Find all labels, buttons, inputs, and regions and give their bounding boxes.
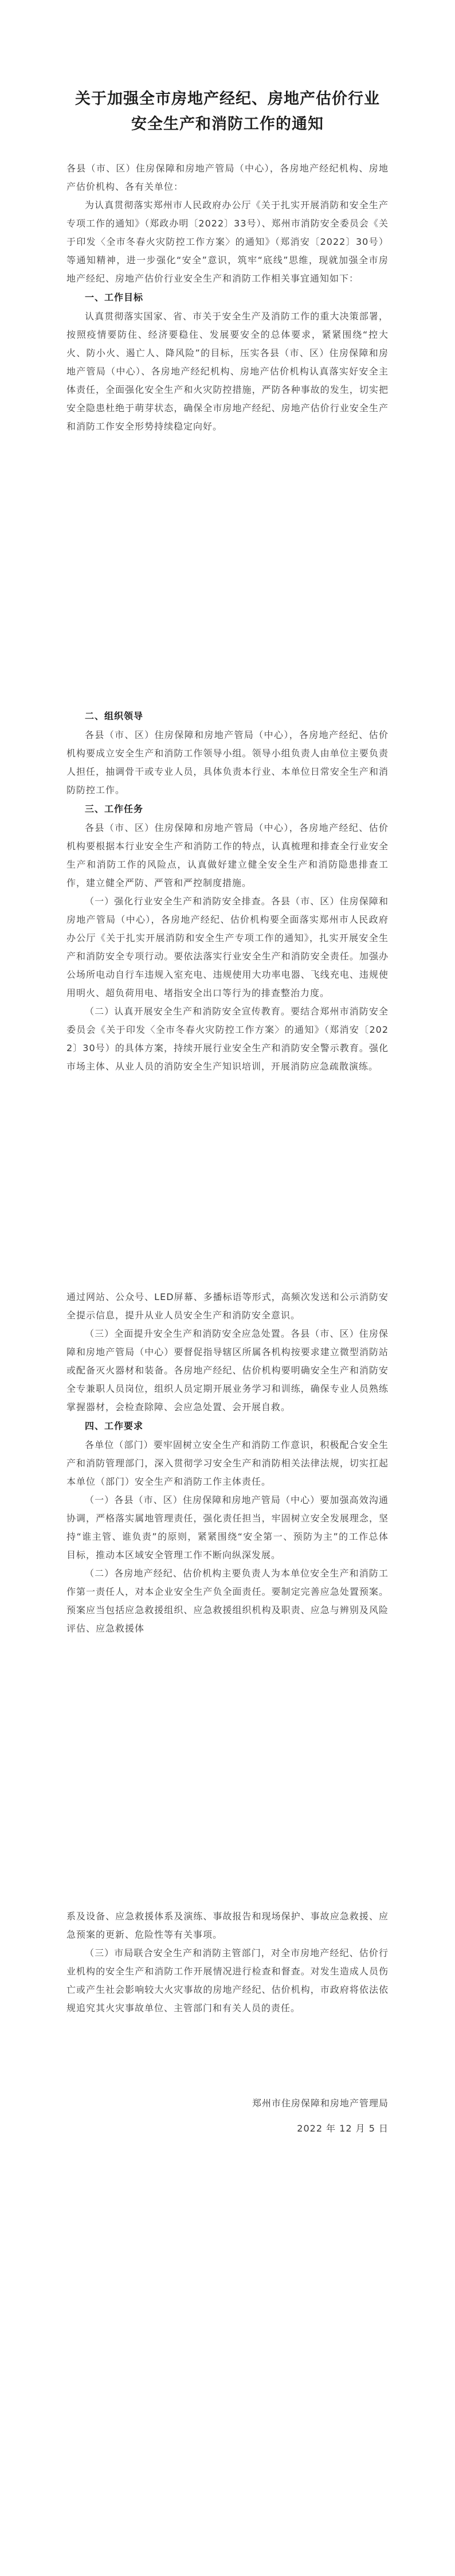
intro-paragraph: 为认真贯彻落实郑州市人民政府办公厅《关于扎实开展消防和安全生产专项工作的通知》（郑政办明〔2022〕33号）、郑州市消防安全委员会《关于印发〈全市冬春火灾防控工作方案〉的通知》（郑消安〔2022〕30号）等通知精神，进一步强化“安全”意识，筑牢“底线”思维，现就加强全市房地产经纪、房地产估价行业安全生产和消防工作相关事宜通知如下：	[66, 200, 389, 284]
salutation: 各县（市、区）住房保障和房地产管局（中心），各房地产经纪机构、房地产估价机构、各有关单位：	[66, 163, 389, 192]
section-heading-tasks: 三、工作任务	[85, 803, 144, 814]
document-body-part-3	[66, 1288, 389, 1638]
requirement-item-2-continued: 系及设备、应急救援体系及演练、事故报告和现场保护、事故应急救援、应急预案的更新、危险性等有关事项。	[66, 1911, 389, 1940]
document-body-part-2	[66, 707, 389, 1076]
requirement-item-3: （三）市局联合安全生产和消防主管部门，对全市房地产经纪、估价行业机构的安全生产和消防工作开展情况进行检查和督查。对发生造成人员伤亡或产生社会影响较大火灾事故的房地产经纪、估价机构，市政府将依法依规追究其火灾事故单位、主管部门和有关人员的责任。	[66, 1947, 389, 2013]
document-body-part-1	[66, 159, 389, 436]
signature-date: 2022 年 12 月 5 日	[297, 2123, 389, 2134]
section-heading-goals: 一、工作目标	[85, 292, 144, 303]
task-item-1: （一）强化行业安全生产和消防安全排查。各县（市、区）住房保障和房地产管局（中心），各房地产经纪、估价机构要全面落实郑州市人民政府办公厅《关于扎实开展消防和安全生产专项工作的通知》，扎实开展安全生产和消防安全专项行动。要依法落实行业安全生产和消防安全责任。加强办公场所电动自行车违规入室充电、违规使用大功率电器、飞线充电、违规使用明火、超负荷用电、堵指安全出口等行为的排查整治力度。	[66, 896, 389, 998]
document-title-line-1: 关于加强全市房地产经纪、房地产估价行业	[75, 90, 380, 108]
section-heading-leadership: 二、组织领导	[85, 711, 144, 721]
requirements-paragraph: 各单位（部门）要牢固树立安全生产和消防工作意识，积极配合安全生产和消防管理部门，深入贯彻学习安全生产和消防相关法律法规，切实扛起本单位（部门）安全生产和消防工作主体责任。	[66, 1439, 389, 1487]
signature-organization: 郑州市住房保障和房地产管理局	[252, 2098, 389, 2109]
leadership-paragraph: 各县（市、区）住房保障和房地产管局（中心），各房地产经纪、估价机构要成立安全生产和消防工作领导小组。领导小组负责人由单位主要负责人担任，抽调骨干或专业人员，具体负责本行业、本单位日常安全生产和消防防控工作。	[66, 729, 389, 795]
document-title-line-2: 安全生产和消防工作的通知	[131, 115, 324, 133]
tasks-paragraph: 各县（市、区）住房保障和房地产管局（中心），各房地产经纪、估价机构要根据本行业安全生产和消防工作的特点，认真梳理和排查全行业安全生产和消防工作的风险点，认真做好建立健全安全生产和消防隐患排查工作，建立健全严防、严管和严控制度措施。	[66, 822, 389, 888]
task-item-2-continued: 通过网站、公众号、LED屏幕、多播标语等形式，高频次发送和公示消防安全提示信息，提升从业人员安全生产和消防安全意识。	[66, 1291, 389, 1321]
requirement-item-2: （二）各房地产经纪、估价机构主要负责人为本单位安全生产和消防工作第一责任人，对本企业安全生产负全面责任。要制定完善应急处置预案。预案应当包括应急救援组织、应急救援组织机构及职责、应急与辨别及风险评估、应急救援体	[66, 1568, 389, 1634]
goals-paragraph: 认真贯彻落实国家、省、市关于安全生产及消防工作的重大决策部署，按照疫情要防住、经济要稳住、发展要安全的总体要求，紧紧围绕“控大火、防小火、遏亡人、降风险”的目标，压实各县（市、区）住房保障和房地产管局（中心）、各房地产经纪机构、房地产估价机构认真落实好安全主体责任，全面强化安全生产和火灾防控措施，严防各种事故的发生，切实把安全隐患杜绝于萌芽状态，确保全市房地产经纪、房地产估价行业安全生产和消防工作安全形势持续稳定向好。	[66, 311, 389, 432]
task-item-3: （三）全面提升安全生产和消防安全应急处置。各县（市、区）住房保障和房地产管局（中心）要督促指导辖区所属各机构按要求建立微型消防站或配备灭火器材和装备。各房地产经纪、估价机构要明确安全生产和消防安全专兼职人员岗位，组织人员定期开展业务学习和训练，确保专业人员熟练掌握器材，会检查除障、会应急处置、会开展自救。	[66, 1328, 389, 1412]
section-heading-requirements: 四、工作要求	[85, 1420, 144, 1431]
document-body-part-4	[66, 1907, 389, 2017]
task-item-2: （二）认真开展安全生产和消防安全宣传教育。要结合郑州市消防安全委员会《关于印发〈全市冬春火灾防控工作方案〉的通知》（郑消安〔2022〕30号）的具体方案，持续开展行业安全生产和消防安全警示教育。强化市场主体、从业人员的消防安全生产知识培训，开展消防应急疏散演练。	[66, 1006, 389, 1072]
requirement-item-1: （一）各县（市、区）住房保障和房地产管局（中心）要加强高效沟通协调，严格落实属地管理责任，强化责任担当，牢固树立安全发展理念，坚持“谁主管、谁负责”的原则，紧紧围绕“安全第一、预防为主”的工作总体目标，推动本区域安全管理工作不断向纵深发展。	[66, 1494, 389, 1560]
